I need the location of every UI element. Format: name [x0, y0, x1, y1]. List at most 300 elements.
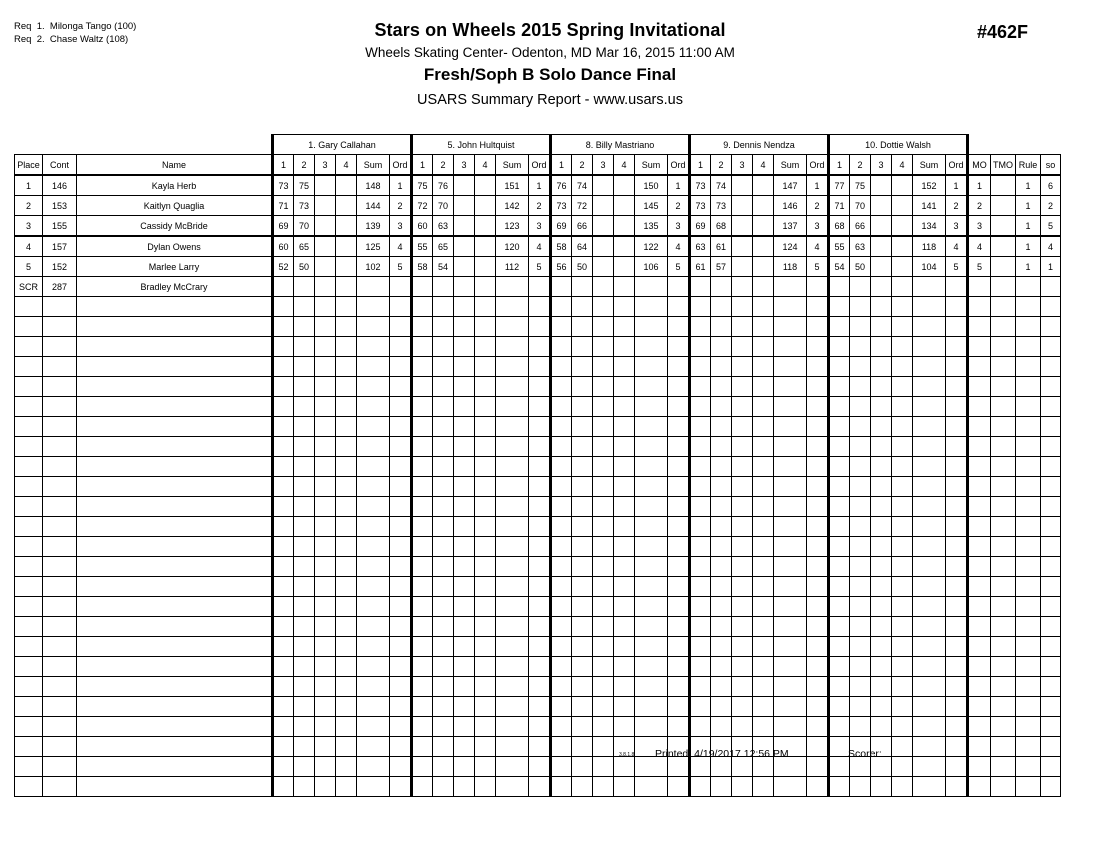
judge-4-score4: [753, 175, 774, 196]
judge-2-sum: 142: [496, 196, 529, 216]
blank-cell: [711, 457, 732, 477]
blank-cell: [315, 777, 336, 797]
blank-cell: [829, 697, 850, 717]
blank-cell: [871, 617, 892, 637]
blank-cell: [529, 497, 551, 517]
blank-cell: [412, 537, 433, 557]
blank-name: [77, 697, 273, 717]
blank-cell: [496, 637, 529, 657]
judge-1-score1: 71: [273, 196, 294, 216]
blank-place: [15, 457, 43, 477]
blank-cell: [991, 777, 1016, 797]
blank-cell: [690, 377, 711, 397]
blank-cell: [991, 557, 1016, 577]
blank-row: [15, 397, 1061, 417]
blank-cell: [753, 377, 774, 397]
blank-cell: [475, 477, 496, 497]
blank-cell: [829, 657, 850, 677]
blank-cell: [551, 357, 572, 377]
blank-cell: [968, 757, 991, 777]
blank-cell: [454, 737, 475, 757]
event-title: Stars on Wheels 2015 Spring Invitational: [374, 20, 726, 40]
blank-cell: [668, 777, 690, 797]
blank-cell: [807, 437, 829, 457]
blank-row: [15, 517, 1061, 537]
judge-3-subheader-ord: Ord: [668, 155, 690, 176]
blank-cell: [614, 517, 635, 537]
judge-2-score1: 55: [412, 236, 433, 257]
judge-2-sum: 112: [496, 257, 529, 277]
judge-3-subheader-sum: Sum: [635, 155, 668, 176]
blank-cell: [614, 617, 635, 637]
judge-2-subheader-sum: Sum: [496, 155, 529, 176]
blank-cell: [433, 717, 454, 737]
blank-cell: [294, 777, 315, 797]
blank-cell: [635, 657, 668, 677]
blank-cell: [991, 357, 1016, 377]
blank-cell: [690, 537, 711, 557]
judge-4-score1: 73: [690, 196, 711, 216]
blank-row: [15, 497, 1061, 517]
judge-3-score1: [551, 277, 572, 297]
judge-1-score1: 69: [273, 216, 294, 237]
blank-cont: [43, 757, 77, 777]
blank-cell: [357, 597, 390, 617]
judge-4-score3: [732, 196, 753, 216]
blank-cell: [871, 517, 892, 537]
blank-cont: [43, 717, 77, 737]
blank-cell: [294, 717, 315, 737]
blank-cell: [753, 297, 774, 317]
blank-place: [15, 677, 43, 697]
blank-cell: [892, 357, 913, 377]
blank-cell: [774, 517, 807, 537]
blank-cell: [357, 757, 390, 777]
blank-row: [15, 677, 1061, 697]
blank-cell: [690, 677, 711, 697]
blank-cell: [412, 417, 433, 437]
blank-cell: [496, 677, 529, 697]
blank-cell: [807, 517, 829, 537]
blank-cell: [1016, 697, 1041, 717]
blank-cell: [336, 457, 357, 477]
blank-cont: [43, 777, 77, 797]
blank-place: [15, 317, 43, 337]
blank-cell: [807, 457, 829, 477]
blank-cell: [991, 417, 1016, 437]
blank-cell: [273, 477, 294, 497]
blank-cell: [732, 417, 753, 437]
blank-cell: [968, 337, 991, 357]
judge-1-subheader-sum: Sum: [357, 155, 390, 176]
blank-name: [77, 757, 273, 777]
blank-cell: [315, 437, 336, 457]
blank-cell: [753, 617, 774, 637]
judge-1-score1: 52: [273, 257, 294, 277]
blank-name: [77, 737, 273, 757]
blank-cont: [43, 317, 77, 337]
blank-cell: [711, 557, 732, 577]
blank-cell: [774, 397, 807, 417]
judge-1-score2: 65: [294, 236, 315, 257]
blank-cell: [829, 577, 850, 597]
blank-cell: [668, 637, 690, 657]
judge-4-subheader-sum: Sum: [774, 155, 807, 176]
blank-cell: [635, 457, 668, 477]
blank-place: [15, 437, 43, 457]
blank-cell: [732, 777, 753, 797]
blank-cell: [336, 717, 357, 737]
judge-2-score1: 60: [412, 216, 433, 237]
row-rule: [1016, 277, 1041, 297]
blank-cell: [390, 557, 412, 577]
blank-cont: [43, 557, 77, 577]
blank-cell: [668, 317, 690, 337]
blank-cell: [1041, 757, 1061, 777]
blank-cell: [690, 437, 711, 457]
blank-cell: [294, 757, 315, 777]
blank-cell: [668, 357, 690, 377]
blank-row: [15, 377, 1061, 397]
blank-cell: [850, 377, 871, 397]
blank-cell: [475, 737, 496, 757]
blank-cell: [336, 437, 357, 457]
blank-cell: [732, 297, 753, 317]
blank-cell: [390, 677, 412, 697]
blank-cell: [807, 577, 829, 597]
blank-cell: [635, 677, 668, 697]
judge-2-score3: [454, 257, 475, 277]
blank-place: [15, 577, 43, 597]
judge-2-sum: 151: [496, 175, 529, 196]
judge-4-score1: [690, 277, 711, 297]
blank-cell: [829, 437, 850, 457]
blank-cell: [850, 597, 871, 617]
blank-cell: [357, 557, 390, 577]
blank-cell: [753, 677, 774, 697]
blank-cell: [273, 357, 294, 377]
corner-blank: [15, 135, 273, 155]
blank-cell: [1041, 657, 1061, 677]
blank-cell: [572, 417, 593, 437]
judge-2-score2: [433, 277, 454, 297]
blank-cont: [43, 697, 77, 717]
blank-name: [77, 437, 273, 457]
blank-cell: [946, 557, 968, 577]
blank-cell: [496, 417, 529, 437]
blank-cell: [454, 397, 475, 417]
blank-cell: [753, 697, 774, 717]
blank-cell: [690, 557, 711, 577]
blank-cell: [529, 617, 551, 637]
blank-cell: [529, 357, 551, 377]
blank-cell: [454, 297, 475, 317]
blank-cont: [43, 457, 77, 477]
blank-cell: [614, 677, 635, 697]
blank-row: [15, 537, 1061, 557]
blank-cell: [968, 297, 991, 317]
blank-cell: [913, 737, 946, 757]
blank-cell: [551, 577, 572, 597]
printed-label: Printed: 4/19/2017 12:56 PM: [655, 748, 789, 760]
blank-cell: [572, 337, 593, 357]
blank-cell: [593, 537, 614, 557]
blank-cell: [572, 717, 593, 737]
blank-cell: [774, 357, 807, 377]
blank-cell: [357, 517, 390, 537]
blank-cell: [412, 557, 433, 577]
blank-cell: [668, 657, 690, 677]
blank-cell: [1016, 477, 1041, 497]
column-header-name: Name: [77, 155, 273, 176]
blank-row: [15, 777, 1061, 797]
blank-cell: [357, 397, 390, 417]
blank-name: [77, 717, 273, 737]
blank-cell: [635, 317, 668, 337]
blank-place: [15, 617, 43, 637]
row-tmo: [991, 175, 1016, 196]
judge-4-ord: 5: [807, 257, 829, 277]
blank-cell: [294, 637, 315, 657]
blank-cell: [357, 717, 390, 737]
row-name: Bradley McCrary: [77, 277, 273, 297]
blank-cell: [913, 577, 946, 597]
blank-cell: [1016, 377, 1041, 397]
blank-cell: [732, 377, 753, 397]
blank-cell: [807, 737, 829, 757]
judge-1-score4: [336, 196, 357, 216]
blank-cell: [968, 697, 991, 717]
judge-5-score3: [871, 277, 892, 297]
blank-cell: [412, 317, 433, 337]
blank-cell: [454, 437, 475, 457]
row-name: Marlee Larry: [77, 257, 273, 277]
judge-3-ord: 1: [668, 175, 690, 196]
judge-1-ord: 2: [390, 196, 412, 216]
blank-cell: [614, 597, 635, 617]
blank-row: [15, 457, 1061, 477]
blank-cell: [1041, 477, 1061, 497]
table-row: [15, 277, 1061, 297]
blank-cell: [871, 457, 892, 477]
blank-name: [77, 597, 273, 617]
blank-cell: [294, 577, 315, 597]
row-cont: 152: [43, 257, 77, 277]
judge-5-subheader-1: 1: [829, 155, 850, 176]
blank-name: [77, 477, 273, 497]
blank-cell: [871, 297, 892, 317]
judge-4-score1: 69: [690, 216, 711, 237]
row-mo: 2: [968, 196, 991, 216]
blank-place: [15, 717, 43, 737]
blank-cell: [668, 337, 690, 357]
blank-cell: [913, 457, 946, 477]
blank-cell: [968, 417, 991, 437]
blank-cell: [273, 597, 294, 617]
blank-cell: [913, 677, 946, 697]
blank-cell: [315, 597, 336, 617]
blank-cell: [315, 637, 336, 657]
blank-cell: [357, 657, 390, 677]
blank-cell: [454, 777, 475, 797]
report-type: USARS Summary Report - www.usars.us: [417, 92, 683, 108]
blank-cell: [850, 497, 871, 517]
blank-cell: [496, 337, 529, 357]
blank-cell: [412, 677, 433, 697]
judge-5-score2: [850, 277, 871, 297]
blank-cell: [551, 657, 572, 677]
blank-cell: [807, 777, 829, 797]
blank-cell: [1041, 697, 1061, 717]
blank-cell: [593, 317, 614, 337]
blank-cell: [412, 457, 433, 477]
blank-cell: [315, 417, 336, 437]
blank-place: [15, 297, 43, 317]
blank-cell: [892, 397, 913, 417]
blank-name: [77, 417, 273, 437]
blank-row: [15, 617, 1061, 637]
blank-cell: [892, 377, 913, 397]
blank-cell: [390, 657, 412, 677]
row-tmo: [991, 196, 1016, 216]
blank-cell: [294, 317, 315, 337]
blank-cell: [336, 417, 357, 437]
blank-cell: [390, 397, 412, 417]
blank-cell: [412, 377, 433, 397]
blank-cell: [829, 617, 850, 637]
blank-cell: [315, 557, 336, 577]
row-place: 3: [15, 216, 43, 237]
blank-cell: [273, 377, 294, 397]
blank-cell: [871, 397, 892, 417]
blank-cell: [1041, 717, 1061, 737]
blank-cell: [475, 377, 496, 397]
blank-cell: [593, 477, 614, 497]
blank-cell: [614, 377, 635, 397]
judge-5-score2: 70: [850, 196, 871, 216]
blank-cell: [871, 317, 892, 337]
judge-4-score2: 57: [711, 257, 732, 277]
blank-cell: [433, 637, 454, 657]
blank-cell: [529, 697, 551, 717]
blank-cell: [871, 577, 892, 597]
blank-cell: [390, 517, 412, 537]
blank-cell: [357, 437, 390, 457]
judge-5-subheader-sum: Sum: [913, 155, 946, 176]
blank-cont: [43, 437, 77, 457]
judge-2-score4: [475, 236, 496, 257]
blank-cell: [1041, 437, 1061, 457]
blank-cell: [454, 317, 475, 337]
blank-cell: [1041, 597, 1061, 617]
blank-cell: [593, 377, 614, 397]
blank-cell: [711, 357, 732, 377]
blank-cell: [454, 517, 475, 537]
blank-cell: [892, 557, 913, 577]
blank-cell: [433, 397, 454, 417]
judge-3-score2: 72: [572, 196, 593, 216]
blank-cont: [43, 397, 77, 417]
judge-3-score4: [614, 216, 635, 237]
judge-5-ord: 4: [946, 236, 968, 257]
blank-cell: [635, 377, 668, 397]
blank-cell: [1041, 337, 1061, 357]
blank-cell: [913, 337, 946, 357]
blank-place: [15, 497, 43, 517]
judge-1-sum: 144: [357, 196, 390, 216]
blank-cell: [572, 677, 593, 697]
blank-cell: [412, 517, 433, 537]
blank-cell: [690, 317, 711, 337]
blank-cell: [968, 457, 991, 477]
blank-cell: [892, 437, 913, 457]
blank-cell: [496, 757, 529, 777]
blank-cell: [529, 517, 551, 537]
judge-5-subheader-ord: Ord: [946, 155, 968, 176]
blank-cell: [635, 497, 668, 517]
blank-cell: [774, 537, 807, 557]
column-header-tmo: TMO: [991, 155, 1016, 176]
judge-1-ord: 1: [390, 175, 412, 196]
blank-cell: [668, 477, 690, 497]
judge-4-sum: 118: [774, 257, 807, 277]
judge-3-subheader-1: 1: [551, 155, 572, 176]
judge-1-score4: [336, 257, 357, 277]
blank-cell: [1016, 517, 1041, 537]
blank-cell: [551, 677, 572, 697]
blank-cell: [357, 317, 390, 337]
blank-cell: [850, 337, 871, 357]
blank-cell: [711, 677, 732, 697]
judge-2-subheader-1: 1: [412, 155, 433, 176]
blank-cell: [1041, 357, 1061, 377]
blank-cell: [475, 357, 496, 377]
judge-4-ord: 3: [807, 216, 829, 237]
judge-2-ord: 5: [529, 257, 551, 277]
blank-cell: [635, 717, 668, 737]
blank-place: [15, 557, 43, 577]
blank-cell: [593, 637, 614, 657]
blank-place: [15, 697, 43, 717]
judge-2-ord: [529, 277, 551, 297]
blank-cell: [475, 297, 496, 317]
blank-cell: [475, 677, 496, 697]
blank-cell: [807, 297, 829, 317]
blank-cell: [294, 377, 315, 397]
blank-cell: [390, 717, 412, 737]
blank-cell: [551, 457, 572, 477]
blank-cell: [913, 717, 946, 737]
judge-5-ord: 5: [946, 257, 968, 277]
blank-cell: [892, 737, 913, 757]
blank-cell: [991, 337, 1016, 357]
judge-3-score1: 56: [551, 257, 572, 277]
blank-cell: [294, 297, 315, 317]
row-rule: 1: [1016, 175, 1041, 196]
blank-cell: [572, 497, 593, 517]
blank-cell: [635, 477, 668, 497]
blank-cell: [913, 297, 946, 317]
blank-cell: [433, 337, 454, 357]
blank-cell: [496, 297, 529, 317]
blank-cell: [732, 537, 753, 557]
blank-cell: [871, 637, 892, 657]
row-cont: 146: [43, 175, 77, 196]
blank-cell: [991, 697, 1016, 717]
blank-cell: [753, 537, 774, 557]
blank-cell: [774, 297, 807, 317]
blank-cell: [871, 677, 892, 697]
